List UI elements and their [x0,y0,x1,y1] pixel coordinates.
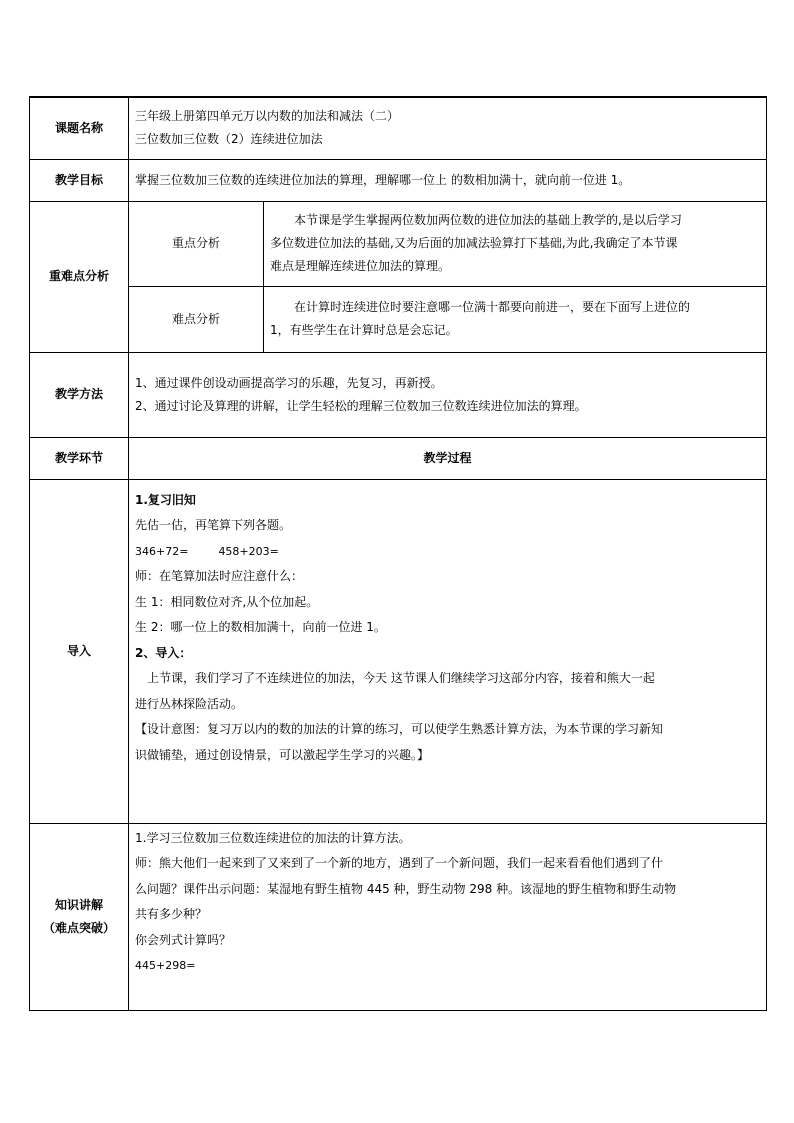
title-row [30,97,767,159]
knowledge-label-line-1: 知识讲解 [54,897,103,912]
knowledge-paragraph-5: 你会列式计算吗？ [135,932,232,947]
intro-row [30,479,767,823]
hard-point-line-2: 1，有些学生在计算时总是会忘记。 [270,323,458,337]
method-row [30,352,767,437]
method-label: 教学方法 [30,352,129,437]
hard-point-row [30,286,767,352]
intro-paragraph-4: 生 2：哪一位上的数相加满十，向前一位进 1。 [135,620,386,634]
intro-paragraph-3: 生 1：相同数位对齐,从个位加起。 [135,594,319,609]
hard-point-text [264,286,767,352]
title-label: 课题名称 [30,97,129,159]
goal-row [30,159,767,201]
intro-paragraph-5: 上节课，我们学习了不连续进位的加法，今天 这节课人们继续学习这部分内容，接着和熊大一起 [147,671,655,685]
knowledge-row [30,823,767,1010]
knowledge-label-line-2: （难点突破） [42,920,115,935]
intro-heading-1: 1.复习旧知 [135,492,196,507]
title-line-1: 三年级上册第四单元万以内数的加法和减法（二） [135,109,400,124]
key-point-text [264,201,767,286]
method-line-2: 2、通过讨论及算理的讲解，让学生轻松的理解三位数加三位数连续进位加法的算理。 [135,398,587,413]
knowledge-paragraph-1: 1.学习三位数加三位数连续进位的加法的计算方法。 [135,830,411,845]
knowledge-calculation: 445+298= [135,959,196,972]
key-point-line-1: 本节课是学生掌握两位数加两位数的进位加法的基础上教学的,是以后学习 [294,213,682,227]
process-header-row [30,437,767,479]
intro-paragraph-1: 先估一估，再笔算下列各题。 [135,518,292,532]
key-point-label: 重点分析 [129,201,264,286]
intro-content [129,479,767,823]
design-intent-1: 【设计意图：复习万以内的数的加法的计算的练习，可以使学生熟悉计算方法，为本节课的学习新知 [135,722,664,736]
goal-text: 掌握三位数加三位数的连续进位加法的算理，理解哪一位上 的数相加满十，就向前一位进 1。 [129,159,767,201]
intro-paragraph-2: 师：在笔算加法时应注意什么： [135,569,304,583]
title-line-2: 三位数加三位数（2）连续进位加法 [135,132,323,147]
key-point-line-3: 难点是理解连续进位加法的算理。 [270,259,451,273]
knowledge-label [30,823,129,1010]
knowledge-paragraph-3: 么问题？课件出示问题：某湿地有野生植物 445 种，野生动物 298 种。该湿地的野生植物和野生动物 [135,881,677,896]
key-point-line-2: 多位数进位加法的基础,又为后面的加减法验算打下基础,为此,我确定了本节课 [270,236,678,250]
title-content [129,97,767,159]
process-col1-header: 教学环节 [30,437,129,479]
hard-point-label: 难点分析 [129,286,264,352]
intro-label: 导入 [30,479,129,823]
key-point-row [30,201,767,286]
knowledge-paragraph-2: 师：熊大他们一起来到了又来到了一个新的地方，遇到了一个新问题，我们一起来看看他们遇到了什 [135,856,664,870]
intro-calculations [135,539,760,565]
hard-point-line-1: 在计算时连续进位时要注意哪一位满十都要向前进一，要在下面写上进位的 [294,300,691,314]
intro-heading-2: 2、导入： [135,645,192,660]
calc-2: 458+203= [218,544,279,558]
design-intent-2: 识做铺垫，通过创设情景，可以激起学生学习的兴趣。】 [135,747,430,762]
method-text [129,352,767,437]
difficulty-label: 重难点分析 [30,201,129,352]
knowledge-content [129,823,767,1010]
knowledge-paragraph-4: 共有多少种？ [135,907,208,921]
process-col2-header: 教学过程 [129,437,767,479]
lesson-plan-table [29,96,767,1011]
goal-label: 教学目标 [30,159,129,201]
method-line-1: 1、通过课件创设动画提高学习的乐趣，先复习，再新授。 [135,375,443,390]
calc-1: 346+72= [135,544,189,558]
intro-paragraph-6: 进行丛林探险活动。 [135,696,244,711]
